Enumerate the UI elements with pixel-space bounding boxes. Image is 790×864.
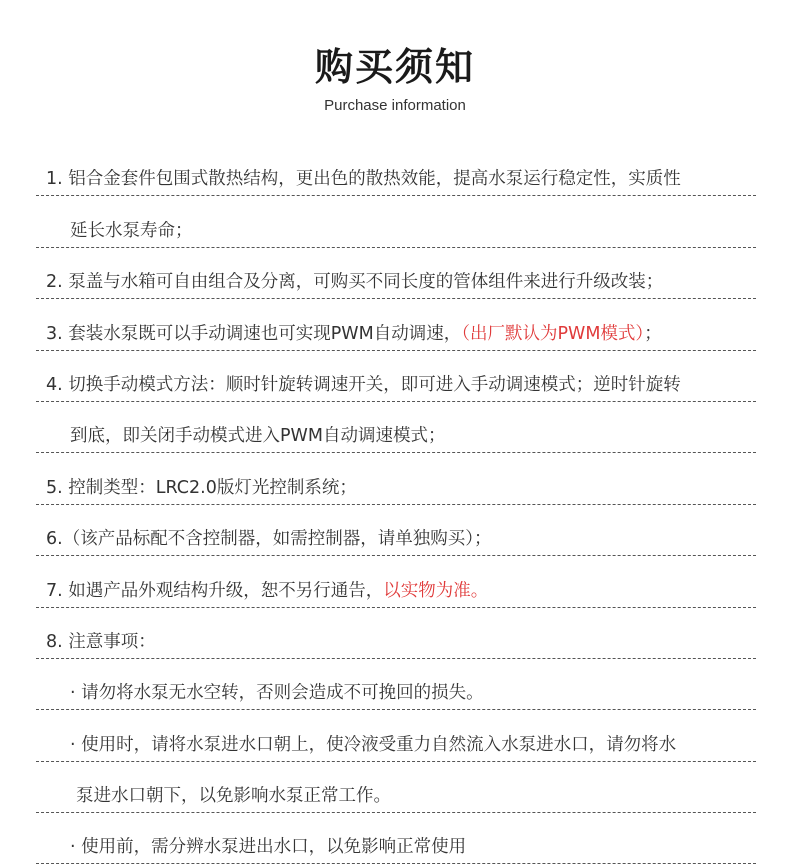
notice-list xyxy=(36,145,756,864)
item-4-text: 4. 切换手动模式方法：顺时针旋转调速开关，即可进入手动调速模式；逆时针旋转 xyxy=(46,374,681,395)
list-item xyxy=(36,608,756,659)
item-2-text: 2. 泵盖与水箱可自由组合及分离，可购买不同长度的管体组件来进行升级改装； xyxy=(46,272,664,293)
item-3-main: 3. 套装水泵既可以手动调速也可实现PWM自动调速， xyxy=(46,323,462,344)
note-1-text: · 请勿将水泵无水空转，否则会造成不可挽回的损失。 xyxy=(70,683,484,704)
list-item xyxy=(36,659,756,710)
page-title: 购买须知 xyxy=(314,45,475,89)
note-2-text: · 使用时，请将水泵进水口朝上，使冷液受重力自然流入水泵进水口，请勿将水 xyxy=(70,734,677,755)
list-item xyxy=(36,710,756,761)
note-2-continued: 泵进水口朝下，以免影响水泵正常工作。 xyxy=(76,786,391,807)
note-3-text: · 使用前，需分辨水泵进出水口，以免影响正常使用 xyxy=(70,837,467,858)
item-5-text: 5. 控制类型：LRC2.0版灯光控制系统； xyxy=(46,477,357,498)
list-item xyxy=(36,402,756,453)
list-item xyxy=(36,248,756,299)
item-4-continued: 到底，即关闭手动模式进入PWM自动调速模式； xyxy=(70,426,446,447)
item-3-end: ； xyxy=(644,323,662,344)
page-subtitle: Purchase information xyxy=(324,97,466,114)
item-3-text xyxy=(46,322,662,346)
list-item xyxy=(36,453,756,504)
item-1-text: 1. 铝合金套件包围式散热结构，更出色的散热效能，提高水泵运行稳定性，实质性 xyxy=(46,169,681,190)
list-item xyxy=(36,196,756,247)
item-1-continued: 延长水泵寿命； xyxy=(70,220,193,241)
list-item xyxy=(36,299,756,350)
list-item xyxy=(36,505,756,556)
item-7-highlight: 以实物为准。 xyxy=(383,580,489,601)
item-7-text xyxy=(46,579,488,603)
list-item xyxy=(36,813,756,864)
list-item xyxy=(36,556,756,607)
list-item xyxy=(36,351,756,402)
item-3-highlight: （出厂默认为PWM模式） xyxy=(461,323,645,344)
item-6-text: 6.（该产品标配不含控制器，如需控制器，请单独购买）； xyxy=(46,529,492,550)
item-8-text: 8. 注意事项： xyxy=(46,631,156,652)
list-item xyxy=(36,145,756,196)
list-item xyxy=(36,762,756,813)
item-7-main: 7. 如遇产品外观结构升级，恕不另行通告， xyxy=(46,580,384,601)
